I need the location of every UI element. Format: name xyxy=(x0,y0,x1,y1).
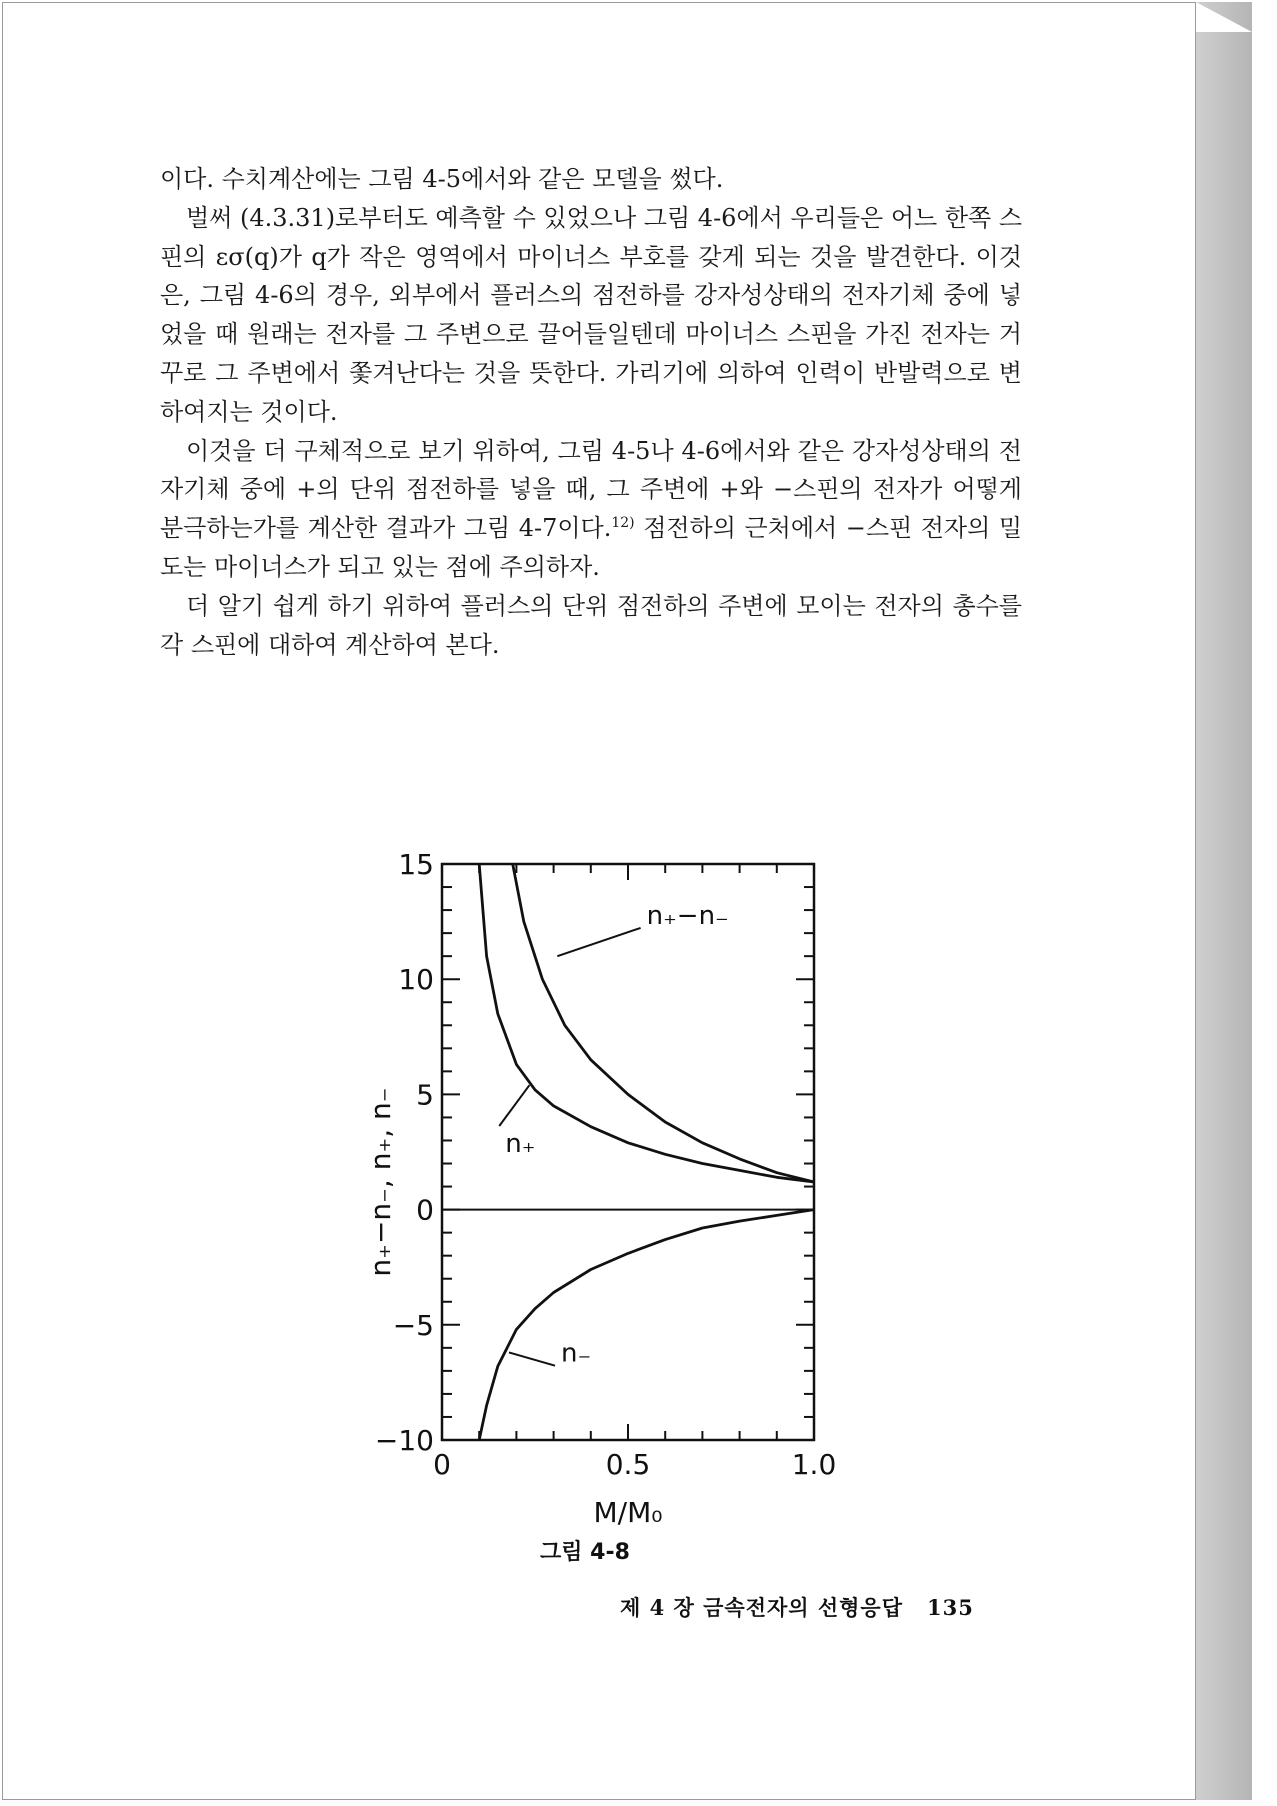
x-tick-label: 0 xyxy=(433,1448,451,1481)
y-tick-label: 15 xyxy=(398,848,434,881)
y-tick-label: 5 xyxy=(416,1078,434,1112)
figure-caption: 그림 4-8 xyxy=(540,1540,630,1565)
paragraph-3-cont: 점전하의 근처에서 −스핀 전자의 밀도는 마이너스가 되고 있는 점에 주의하자. xyxy=(160,514,1022,581)
figure-4-8 xyxy=(340,830,860,1550)
chapter-title: 제 4 장 금속전자의 선형응답 xyxy=(620,1595,904,1620)
series-pointer xyxy=(557,928,640,956)
series-label: n₋ xyxy=(561,1338,592,1369)
x-tick-label: 1.0 xyxy=(791,1448,837,1481)
series-pointer xyxy=(509,1352,555,1365)
page-edge xyxy=(1196,2,1252,1800)
paragraph-3-text: 이것을 더 구체적으로 보기 위하여, 그림 4-5나 4-6에서와 같은 강자성상태의 전자기체 중에 +의 단위 점전하를 넣을 때, 그 주변에 +와 −스핀의 전자가 어떻게 분극하는가를 계산한 결과가 그림 4-7이다. xyxy=(160,436,1022,543)
series-line xyxy=(479,1210,814,1440)
chart-svg xyxy=(340,830,860,1550)
y-tick-label: 10 xyxy=(398,963,434,997)
page-number: 135 xyxy=(927,1595,974,1620)
page-footer xyxy=(620,1592,974,1622)
paragraph-2: 벌써 (4.3.31)로부터도 예측할 수 있었으나 그림 4-6에서 우리들은 어느 한쪽 스핀의 εσ(q)가 q가 작은 영역에서 마이너스 부호를 갖게 되는 것을 발견한다. 이것은, 그림 4-6의 경우, 외부에서 플러스의 점전하를 강자성상태의 전자기체 중에 넣었을 때 원래는 전자를 그 주변으로 끌어들일텐데 마이너스 스핀을 가진 전자는 거꾸로 그 주변에서 쫓겨난다는 것을 뜻한다. 가리기에 의하여 인력이 반발력으로 변하여지는 것이다. xyxy=(160,203,1022,426)
y-axis-label: n₊−n₋, n₊, n₋ xyxy=(364,1087,397,1277)
y-tick-label: −10 xyxy=(374,1424,434,1457)
y-tick-label: −5 xyxy=(392,1308,434,1342)
x-tick-label: 0.5 xyxy=(605,1448,651,1481)
footnote-ref: 12) xyxy=(611,515,635,532)
series-label: n₊ xyxy=(505,1129,536,1159)
series-pointer xyxy=(499,1085,529,1126)
plot-frame xyxy=(442,864,814,1440)
body-text xyxy=(160,160,1022,664)
paragraph-3 xyxy=(160,432,1022,587)
paragraph-1: 이다. 수치계산에는 그림 4-5에서와 같은 모델을 썼다. xyxy=(160,165,724,193)
series-label: n₊−n₋ xyxy=(646,900,729,931)
y-tick-label: 0 xyxy=(416,1193,434,1227)
paragraph-4: 더 알기 쉽게 하기 위하여 플러스의 단위 점전하의 주변에 모이는 전자의 총수를 각 스핀에 대하여 계산하여 본다. xyxy=(160,591,1022,659)
x-axis-label: M/M₀ xyxy=(593,1496,663,1529)
